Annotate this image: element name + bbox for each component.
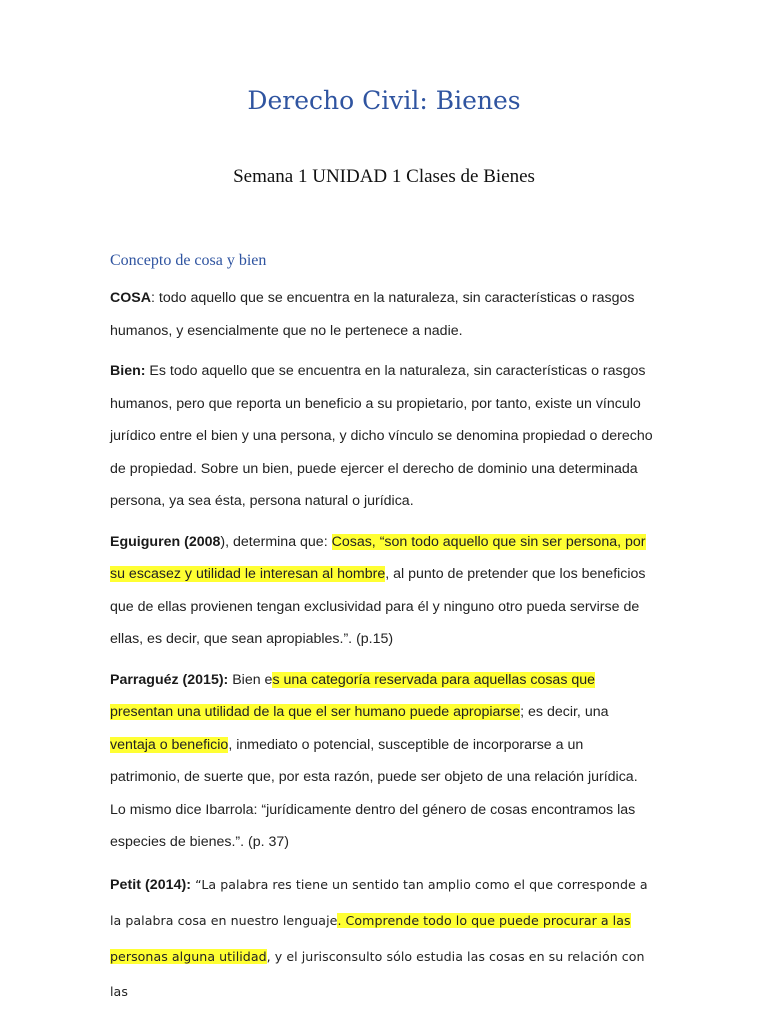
paragraph-parraguez: [110, 664, 655, 859]
citation-author: Petit (2014):: [110, 876, 192, 893]
highlighted-text: Cosas, “son todo aquello que sin ser persona, por su escasez y utilidad le interesan al hombre: [110, 533, 646, 582]
highlighted-text: s una categoría reservada para aquellas cosas que presentan una utilidad de la que el ser humano puede apropiarse: [110, 671, 596, 720]
section-heading: Concepto de cosa y bien: [110, 252, 267, 269]
paragraph-text: ), determina que:: [220, 533, 332, 550]
paragraph-text: : todo aquello que se encuentra en la naturaleza, sin características o rasgos humanos, y esencialmente que no le pertenece a nadie.: [110, 290, 635, 339]
paragraph-text: Es todo aquello que se encuentra en la naturaleza, sin características o rasgos humanos, pero que reporta un beneficio a su propietario, por tanto, existe un vínculo jurídico entre el bien y una persona, y dicho vínculo se denomina propiedad o derecho de propiedad. Sobre un bien, puede ejercer el derecho de dominio una determinada persona, ya sea ésta, persona natural o jurídica.: [110, 363, 653, 509]
paragraph-text: , inmediato o potencial, susceptible de incorporarse a un patrimonio, de suerte que, por esta razón, puede ser objeto de una relación jurídica. Lo mismo dice Ibarrola: “jurídicamente dentro del género de cosas encontramos las especies de bienes.”. (p. 37): [110, 736, 638, 850]
paragraph-text: Bien e: [228, 671, 273, 688]
paragraph-text: , y el jurisconsulto sólo estudia las cosas en su relación con las: [110, 948, 645, 999]
paragraph-eguiguren: [110, 526, 655, 656]
paragraph-text: “La palabra res tiene un sentido tan amplio como el que corresponde a la palabra cosa en nuestro lenguaje: [110, 876, 648, 928]
highlighted-text: ventaja o beneficio: [110, 736, 229, 753]
document-body: [110, 282, 655, 1018]
term-cosa: COSA: [110, 290, 151, 306]
paragraph-text: , al punto de pretender que los beneficios que de ellas provienen tengan exclusividad para él y ninguno otro pueda servirse de ellas, es decir, que sean apropiables.”. (p.15): [110, 566, 646, 647]
document-subtitle: Semana 1 UNIDAD 1 Clases de Bienes: [233, 166, 535, 187]
document-title: Derecho Civil: Bienes: [247, 86, 521, 115]
citation-author: Parraguéz (2015):: [110, 671, 229, 688]
term-bien: Bien:: [110, 363, 146, 379]
paragraph-text: ; es decir, una: [520, 704, 609, 720]
paragraph-petit: [110, 867, 655, 1010]
citation-author: Eguiguren (2008: [110, 533, 221, 550]
highlighted-text: . Comprende todo lo que puede procurar a las personas alguna utilidad: [110, 913, 631, 964]
paragraph-cosa: [110, 282, 655, 347]
paragraph-bien: [110, 355, 655, 518]
